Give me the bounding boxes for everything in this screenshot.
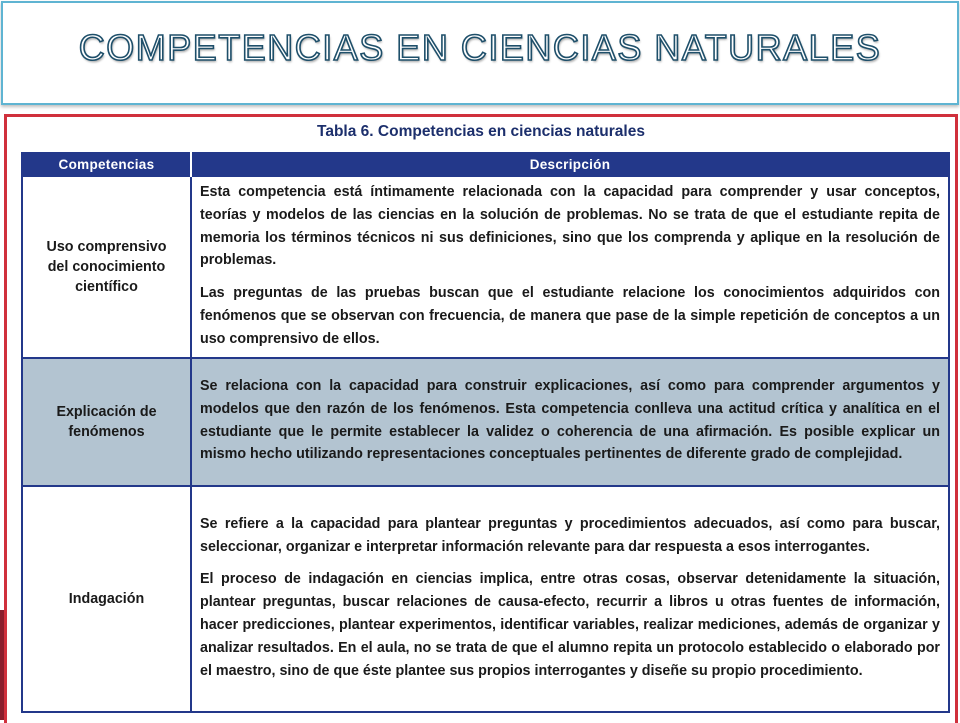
descripcion-cell — [191, 358, 949, 486]
slide-title: COMPETENCIAS EN CIENCIAS NATURALES — [78, 27, 882, 68]
description-paragraph: Se relaciona con la capacidad para construir explicaciones, así como para comprender argumentos y modelos que den razón de los fenómenos. Esta competencia conlleva una actitud crítica y analítica en el estudiante que le permite establecer la validez o coherencia de una afirmación. Es posible explicar un mismo hecho utilizando representaciones conceptuales pertinentes de diferente grado de complejidad. — [200, 377, 940, 463]
description-paragraph: Esta competencia está íntimamente relacionada con la capacidad para comprender y usar conceptos, teorías y modelos de las ciencias en la solución de problemas. No se trata de que el estudiante repita de memoria los términos técnicos ni sus definiciones, sino que los comprenda y aplique en la resolución de problemas. — [200, 184, 940, 269]
header-competencias: Competencias — [22, 152, 191, 177]
competencia-cell: Uso comprensivo del conocimiento científico — [22, 177, 191, 358]
description-paragraph: El proceso de indagación en ciencias implica, entre otras cosas, observar detenidamente la situación, plantear preguntas, buscar relaciones de causa-efecto, recurrir a libros u otras fuentes de información, hacer predicciones, plantear experimentos, identificar variables, realizar mediciones, además de organizar y analizar resultados. En el aula, no se trata de que el alumno repita un protocolo establecido o elaborado por el maestro, sino de que éste plantee sus propios interrogantes y diseñe su propio procedimiento. — [200, 571, 940, 679]
table-caption: Tabla 6. Competencias en ciencias naturales — [317, 123, 645, 140]
table-panel — [4, 114, 958, 723]
competencia-cell: Indagación — [22, 486, 191, 712]
competencies-table — [21, 152, 950, 713]
description-paragraph: Las preguntas de las pruebas buscan que el estudiante relacione los conocimientos adquiridos con fenómenos que se observan con frecuencia, de manera que pase de la simple repetición de conceptos a un uso comprensivo de ellos. — [200, 285, 940, 347]
slide-title-box — [1, 1, 959, 105]
header-descripcion: Descripción — [191, 152, 949, 177]
table-row — [22, 486, 949, 712]
table-row — [22, 358, 949, 486]
descripcion-cell — [191, 177, 949, 358]
competencia-cell: Explicación de fenómenos — [22, 358, 191, 486]
table-row — [22, 177, 949, 358]
description-paragraph: Se refiere a la capacidad para plantear preguntas y procedimientos adecuados, así como para buscar, seleccionar, organizar e interpretar información relevante para dar respuesta a esos interrogantes. — [200, 515, 940, 555]
table-header-row — [22, 152, 949, 177]
descripcion-cell — [191, 486, 949, 712]
